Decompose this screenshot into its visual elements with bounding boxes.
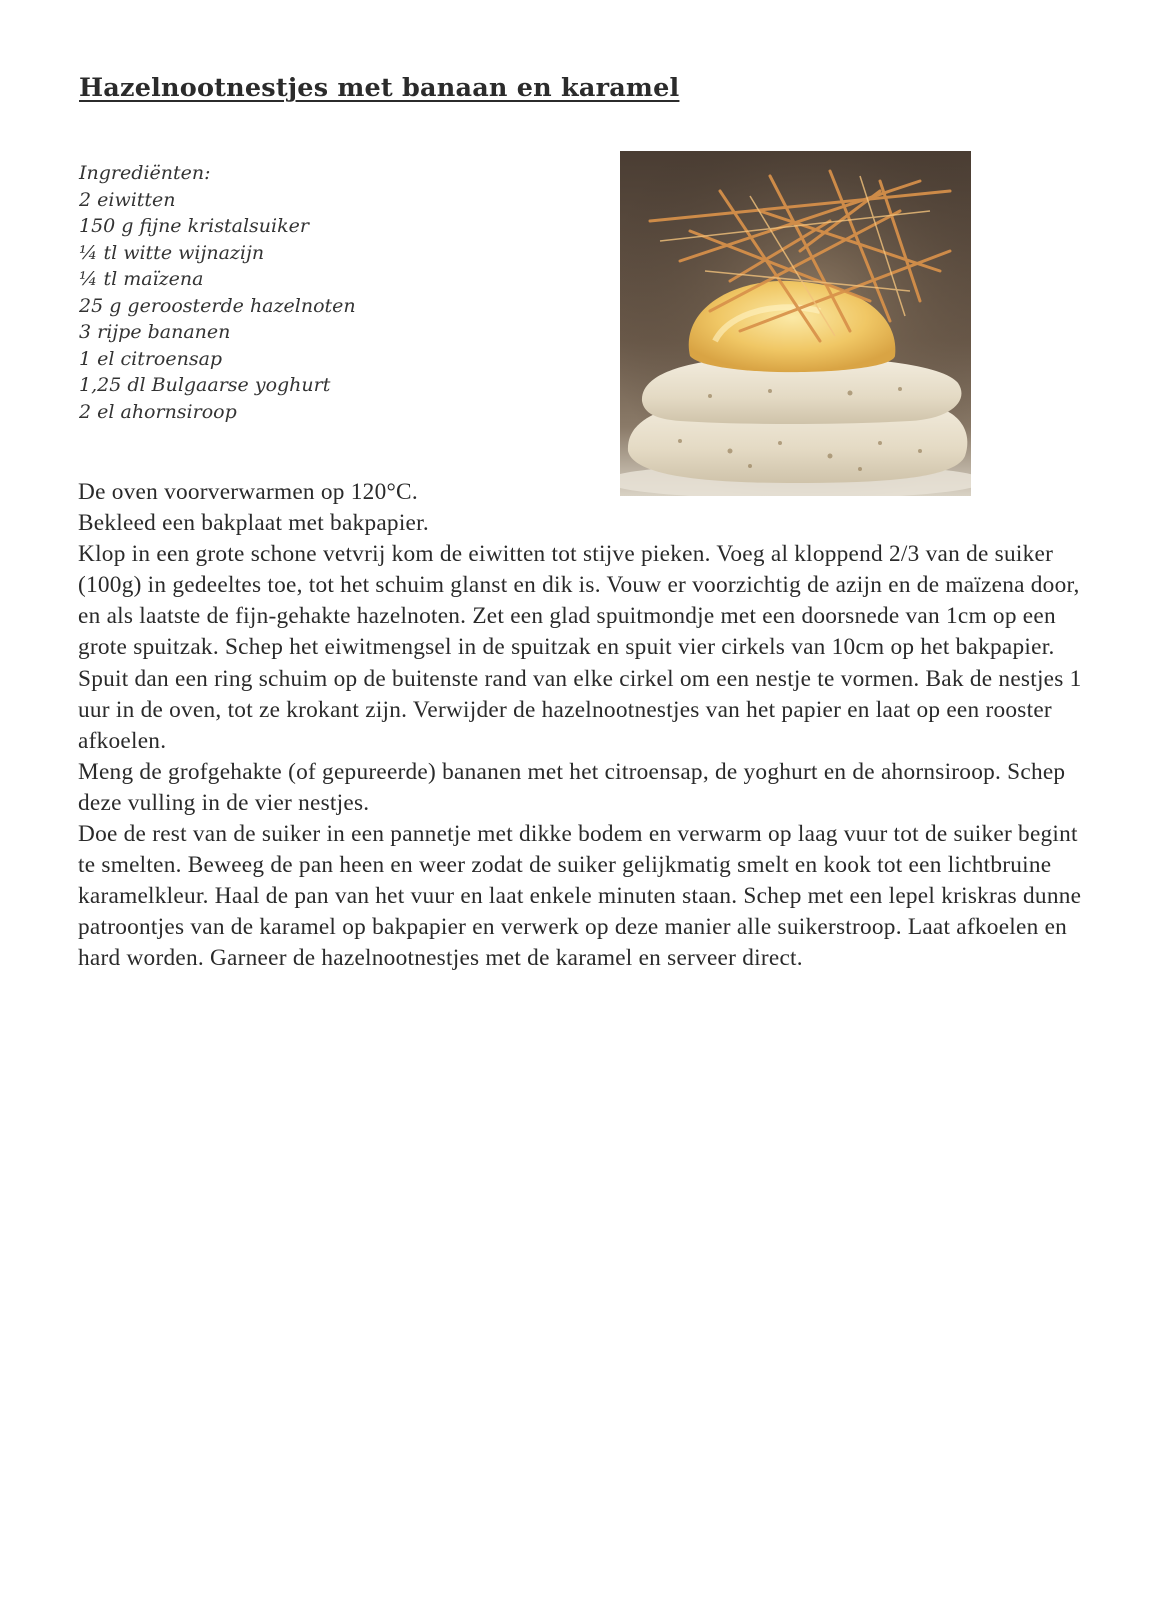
recipe-title: Hazelnootnestjes met banaan en karamel: [79, 73, 680, 103]
ingredient-item: 25 g geroosterde hazelnoten: [79, 294, 356, 317]
method-step: Bekleed een bakplaat met bakpapier.: [78, 510, 429, 537]
ingredient-item: 3 rijpe bananen: [79, 321, 231, 343]
method-step: Meng de grofgehakte (of gepureerde) bananen met het citroensap, de yoghurt en de ahornsiroop. Schep deze vulling in de vier nestjes.: [78, 758, 1066, 816]
ingredient-item: 1 el citroensap: [79, 347, 223, 370]
ingredient-item: ¼ tl witte wijnazijn: [79, 241, 265, 264]
ingredient-item: 2 eiwitten: [79, 188, 176, 211]
ingredient-item: 2 el ahornsiroop: [79, 400, 237, 423]
ingredient-item: 1,25 dl Bulgaarse yoghurt: [79, 374, 331, 396]
method-step: De oven voorverwarmen op 120°C.: [78, 479, 418, 505]
method-text: [78, 477, 1088, 975]
ingredient-item: 150 g fijne kristalsuiker: [79, 215, 309, 237]
dessert-photo: [620, 151, 971, 496]
ingredients-heading: Ingrediënten:: [79, 162, 211, 184]
method-step: Doe de rest van de suiker in een pannetje met dikke bodem en verwarm op laag vuur tot de suiker begint te smelten. Beweeg de pan heen en weer zodat de suiker gelijkmatig smelt en kook tot een lichtbruine karamelkleur. Haal de pan van het vuur en laat enkele minuten staan. Schep met een lepel kriskras dunne patroontjes van de karamel op bakpapier en verwerk op deze manier alle suikerstroop. Laat afkoelen en hard worden. Garneer de hazelnootnestjes met de karamel en serveer direct.: [78, 821, 1082, 972]
method-step: Klop in een grote schone vetvrij kom de eiwitten tot stijve pieken. Voeg al kloppend 2/3 van de suiker (100g) in gedeeltes toe, tot het schuim glanst en dik is. Vouw er voorzichtig de azijn en de maïzena door, en als laatste de fijn-gehakte hazelnoten. Zet een glad spuitmondje met een doorsnede van 1cm op een grote spuitzak. Schep het eiwitmengsel in de spuitzak en spuit vier cirkels van 10cm op het bakpapier. Spuit dan een ring schuim op de buitenste rand van elke cirkel om een nestje te vormen. Bak de nestjes 1 uur in de oven, tot ze krokant zijn. Verwijder de hazelnootnestjes van het papier en laat op een rooster afkoelen.: [78, 541, 1082, 754]
ingredients-list: [79, 160, 356, 425]
ingredient-item: ¼ tl maïzena: [79, 268, 204, 290]
